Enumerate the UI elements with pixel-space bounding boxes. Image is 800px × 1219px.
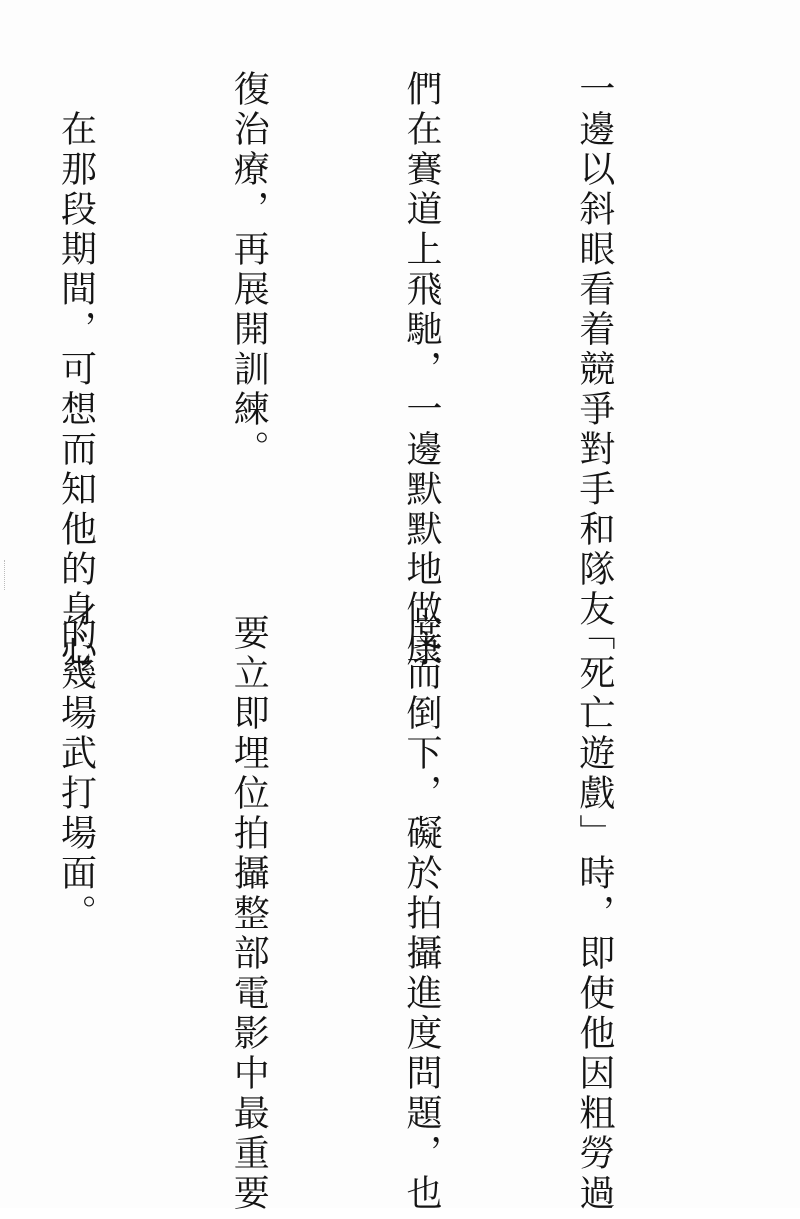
top-text-block [0,70,738,670]
text-line: 要立即埋位拍攝整部電影中最重要 [228,614,270,1214]
text-line: 度而倒下，礙於拍攝進度問題，也 [401,614,443,1214]
text-line: 們在賽道上飛馳，一邊默默地做康 [401,70,443,670]
bottom-text-block [0,614,738,1214]
text-line: 的幾場武打場面。 [55,614,97,934]
text-line: 復治療，再展開訓練。 [228,70,270,470]
text-line: 在那段期間，可想而知他的身心 [55,70,97,670]
text-line: 「死亡遊戲」時，即使他因粗勞過 [573,614,615,1214]
text-line: 一邊以斜眼看着競爭對手和隊友 [573,70,615,630]
